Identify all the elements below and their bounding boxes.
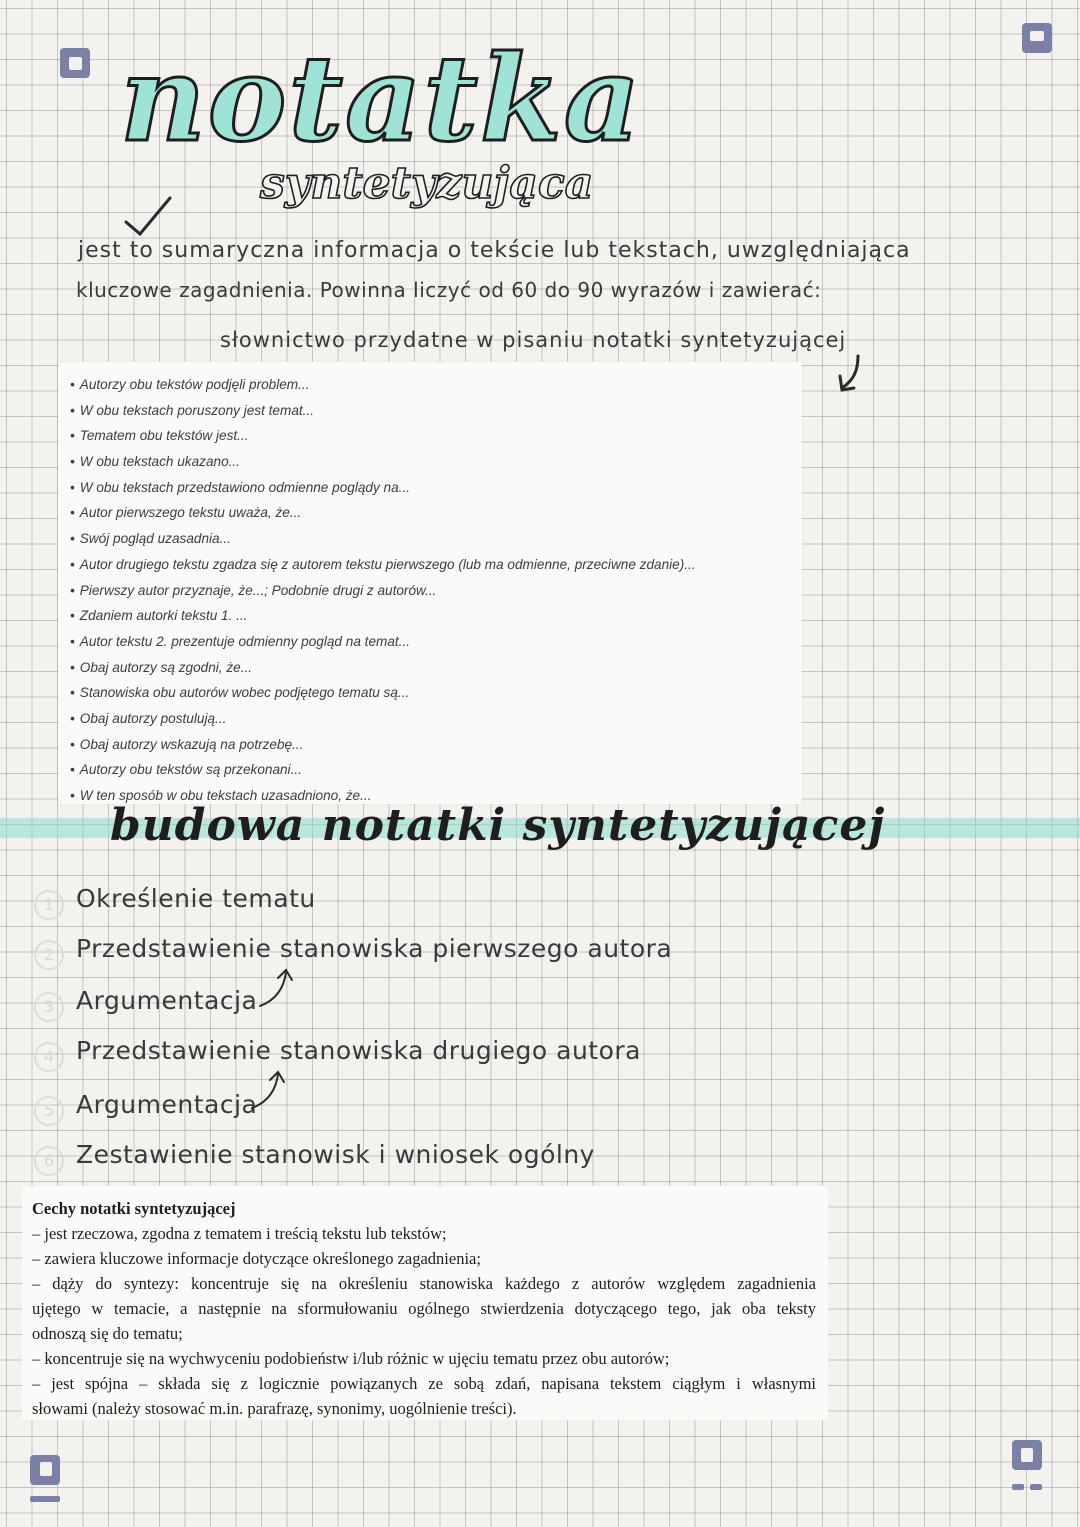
features-heading: Cechy notatki syntetyzującej	[32, 1199, 236, 1218]
step-text: Określenie tematu	[76, 884, 316, 913]
list-item: • Autor tekstu 2. prezentuje odmienny pogląd na temat...	[70, 629, 802, 655]
corner-dash-bottom-right-a	[1012, 1484, 1024, 1490]
list-item: • Stanowiska obu autorów wobec podjętego tematu są...	[70, 680, 802, 706]
step-number: 2	[34, 940, 64, 970]
features-line: – dąży do syntezy: koncentruje się na określeniu stanowiska każdego z autorów względem zagadnienia	[32, 1274, 816, 1293]
step-text: Zestawienie stanowisk i wniosek ogólny	[76, 1140, 595, 1169]
list-item: • W obu tekstach poruszony jest temat...	[70, 398, 802, 424]
list-item: • Autorzy obu tekstów podjęli problem...	[70, 372, 802, 398]
corner-dash-bottom-right-b	[1030, 1484, 1042, 1490]
check-arrow-icon	[118, 192, 178, 242]
title-lettering	[90, 29, 770, 210]
list-item: • Obaj autorzy postulują...	[70, 706, 802, 732]
list-item: • W ten sposób w obu tekstach uzasadniono, że...	[70, 783, 802, 809]
list-item: • Obaj autorzy wskazują na potrzebę...	[70, 732, 802, 758]
features-line: słowami (należy stosować m.in. parafrazę, synonimy, uogólnienie treści).	[32, 1399, 517, 1418]
corner-mark-top-left	[60, 48, 90, 78]
step-text: Argumentacja	[76, 986, 258, 1015]
list-item: • Swój pogląd uzasadnia...	[70, 526, 802, 552]
step-number: 6	[34, 1146, 64, 1176]
features-line: – jest spójna – składa się z logicznie powiązanych ze sobą zdań, napisana tekstem ciągłym i własnymi	[32, 1374, 816, 1393]
list-item: • Zdaniem autorki tekstu 1. ...	[70, 603, 802, 629]
features-slip	[22, 1186, 828, 1420]
section-title: budowa notatki syntetyzującej	[110, 800, 886, 851]
list-item: • Pierwszy autor przyznaje, że...; Podobnie drugi z autorów...	[70, 578, 802, 604]
features-line: – koncentruje się na wychwyceniu podobieństw i/lub różnic w ujęciu tematu przez obu autorów;	[32, 1349, 670, 1368]
corner-mark-top-right	[1022, 23, 1052, 53]
corner-mark-bottom-left	[30, 1455, 60, 1485]
intro-line-2: kluczowe zagadnienia. Powinna liczyć od 60 do 90 wyrazów i zawierać:	[76, 278, 822, 302]
list-item: • W obu tekstach ukazano...	[70, 449, 802, 475]
step-number: 3	[34, 992, 64, 1022]
list-item: • Obaj autorzy są zgodni, że...	[70, 655, 802, 681]
title-main: notatka	[120, 29, 643, 168]
features-line: odnoszą się do tematu;	[32, 1324, 183, 1343]
corner-dash-bottom-left	[30, 1496, 60, 1502]
features-line: ujętego w temacie, a następnie na sformułowaniu ogólnego stwierdzenia dotyczącego tego, jak oba teksty	[32, 1299, 816, 1318]
arrow-up-right-icon	[254, 966, 304, 1012]
features-line: – zawiera kluczowe informacje dotyczące określonego zagadnienia;	[32, 1249, 481, 1268]
curved-arrow-icon	[828, 350, 878, 400]
list-item: • Autor pierwszego tekstu uważa, że...	[70, 500, 802, 526]
phrases-slip	[58, 362, 802, 804]
intro-line-1: jest to sumaryczna informacja o tekście lub tekstach, uwzględniająca	[78, 238, 911, 263]
step-number: 4	[34, 1042, 64, 1072]
title-subtitle: syntetyzująca	[260, 158, 594, 209]
features-line: – jest rzeczowa, zgodna z tematem i treścią tekstu lub tekstów;	[32, 1224, 447, 1243]
step-text: Argumentacja	[76, 1090, 258, 1119]
list-item: • Tematem obu tekstów jest...	[70, 423, 802, 449]
intro-line-3: słownictwo przydatne w pisaniu notatki syntetyzującej	[220, 328, 847, 352]
arrow-up-right-icon	[246, 1068, 296, 1114]
list-item: • Autorzy obu tekstów są przekonani...	[70, 757, 802, 783]
step-text: Przedstawienie stanowiska pierwszego autora	[76, 934, 673, 963]
step-number: 5	[34, 1096, 64, 1126]
corner-mark-bottom-right	[1012, 1440, 1042, 1470]
list-item: • Autor drugiego tekstu zgadza się z autorem tekstu pierwszego (lub ma odmienne, przeciwne zdanie)...	[70, 552, 802, 578]
phrases-list	[58, 362, 802, 809]
step-text: Przedstawienie stanowiska drugiego autora	[76, 1036, 641, 1065]
step-number: 1	[34, 890, 64, 920]
list-item: • W obu tekstach przedstawiono odmienne poglądy na...	[70, 475, 802, 501]
